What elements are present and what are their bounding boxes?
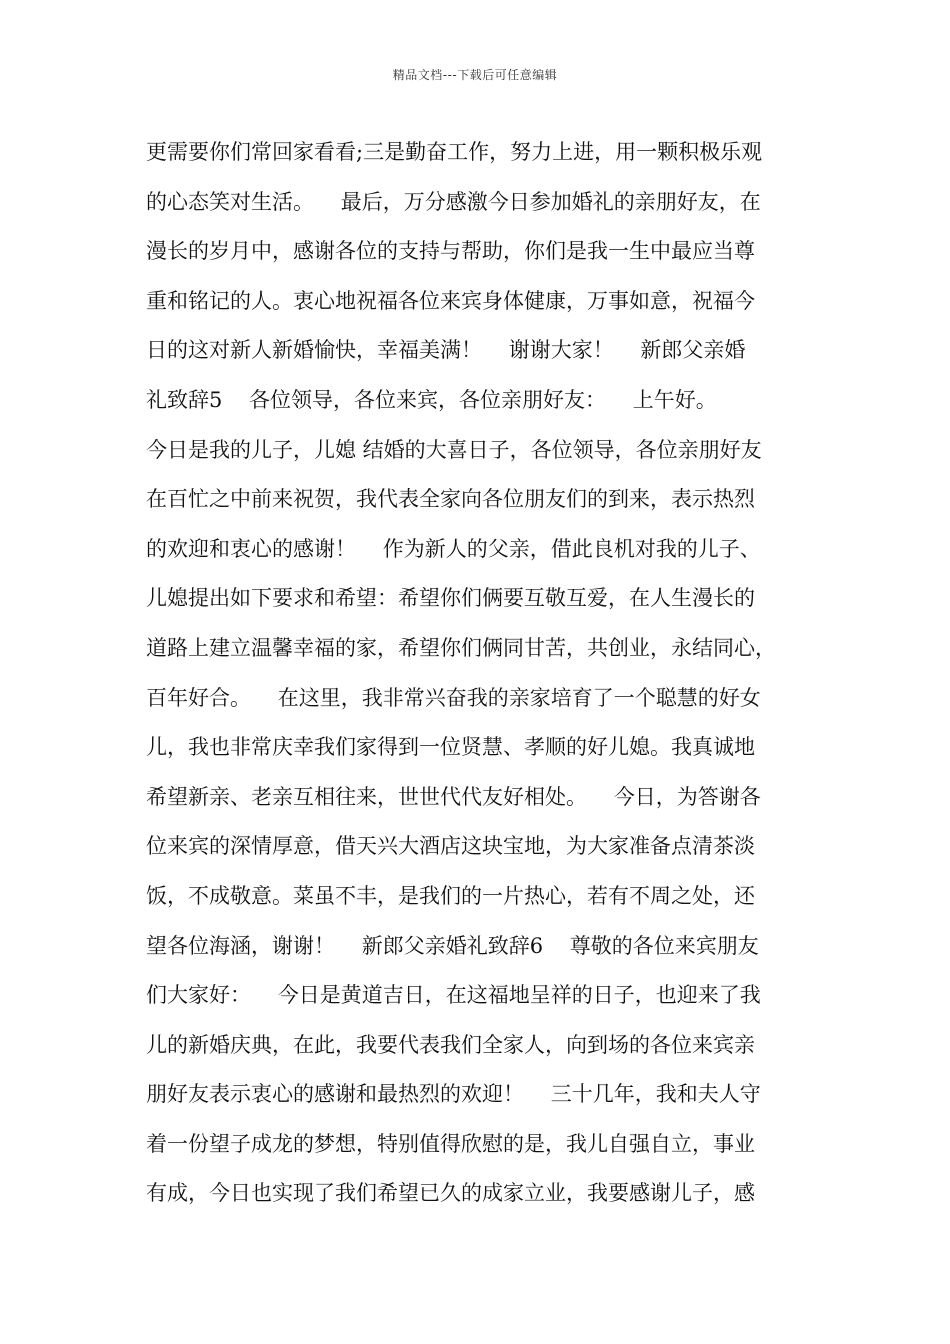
text-line: 们大家好： 今日是黄道吉日，在这福地呈祥的日子，也迎来了我 — [146, 983, 761, 1008]
text-line: 百年好合。 在这里，我非常兴奋我的亲家培育了一个聪慧的好女 — [146, 685, 761, 710]
text-line: 儿，我也非常庆幸我们家得到一位贤慧、孝顺的好儿媳。我真诚地 — [146, 735, 755, 760]
page-header: 精品文档---下载后可任意编辑 — [392, 68, 558, 82]
text-line: 漫长的岁月中，感谢各位的支持与帮助，你们是我一生中最应当尊 — [146, 239, 755, 264]
text-line: 重和铭记的人。衷心地祝福各位来宾身体健康，万事如意，祝福今 — [146, 288, 755, 313]
text-line: 着一份望子成龙的梦想，特别值得欣慰的是，我儿自强自立，事业 — [146, 1131, 755, 1156]
text-line: 儿的新婚庆典，在此，我要代表我们全家人，向到场的各位来宾亲 — [146, 1032, 755, 1057]
text-line: 道路上建立温馨幸福的家，希望你们俩同甘苦，共创业，永结同心， — [146, 635, 776, 660]
text-line: 在百忙之中前来祝贺，我代表全家向各位朋友们的到来，表示热烈 — [146, 487, 755, 512]
text-line: 希望新亲、老亲互相往来，世世代代友好相处。 今日，为答谢各 — [146, 784, 761, 809]
body-text — [146, 130, 836, 1221]
text-line: 有成，今日也实现了我们希望已久的成家立业，我要感谢儿子，感 — [146, 1181, 755, 1206]
text-line: 的心态笑对生活。 最后，万分感激今日参加婚礼的亲朋好友，在 — [146, 189, 761, 214]
text-line: 更需要你们常回家看看;三是勤奋工作，努力上进，用一颗积极乐观 — [146, 140, 763, 164]
text-line: 儿媳提出如下要求和希望：希望你们俩要互敬互爱，在人生漫长的 — [146, 586, 755, 611]
text-line: 饭，不成敬意。菜虽不丰，是我们的一片热心，若有不周之处，还 — [146, 883, 755, 908]
text-line: 位来宾的深情厚意，借天兴大酒店这块宝地，为大家准备点清茶淡 — [146, 834, 755, 859]
text-line: 的欢迎和衷心的感谢！ 作为新人的父亲，借此良机对我的儿子、 — [146, 536, 761, 561]
text-line: 礼致辞5 各位领导，各位来宾，各位亲朋好友： 上午好。 — [146, 387, 717, 412]
text-line: 望各位海涵，谢谢！ 新郎父亲婚礼致辞6 尊敬的各位来宾朋友 — [146, 933, 759, 958]
text-line: 日的这对新人新婚愉快，幸福美满！ 谢谢大家！ 新郎父亲婚 — [146, 338, 746, 363]
text-line: 今日是我的儿子，儿媳 结婚的大喜日子，各位领导，各位亲朋好友 — [146, 437, 762, 462]
text-line: 朋好友表示衷心的感谢和最热烈的欢迎！ 三十几年，我和夫人守 — [146, 1082, 761, 1107]
